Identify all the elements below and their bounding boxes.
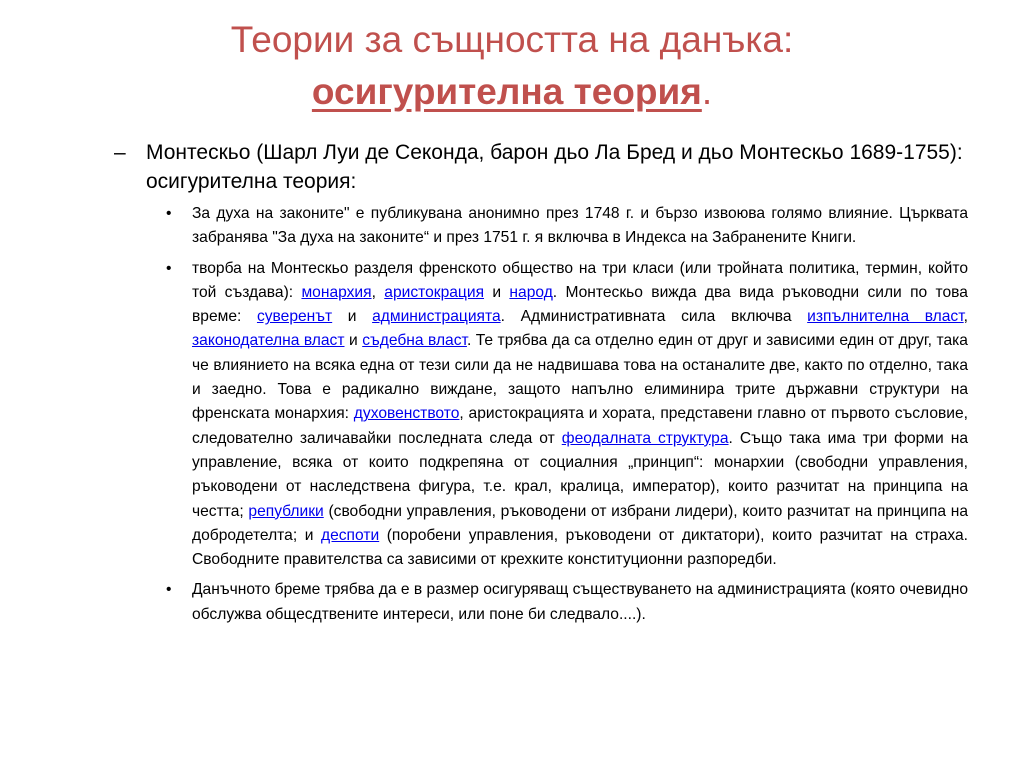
sub-point-text: За духа на законите" е публикувана анонимно през 1748 г. и бързо извоюва голямо влияние. Църквата забранява "За духа на законите“ и през 1751 г. я включва в Индекса на Забранените Книги. xyxy=(192,205,968,247)
sub-point-separation-of-powers xyxy=(110,257,968,573)
link-administration[interactable]: администрацията xyxy=(372,308,501,326)
text-run: , xyxy=(371,283,385,301)
title-emphasis: осигурителна теория xyxy=(311,71,702,112)
text-run: . Също така има три форми на управление, всяка от които подкрепяна от социалния „принцип“: монархии (свободни управления, ръководени от наследствена фигура, т.е. крал, кралица, император), които разчитат на принципа на честта; xyxy=(192,429,968,520)
link-executive-power[interactable]: изпълнителна власт xyxy=(807,308,964,326)
main-point-text: Монтескьо (Шарл Луи де Секонда, барон дьо Ла Бред и дьо Монтескьо 1689-1755): осигурителна теория: xyxy=(146,141,963,193)
text-run: творба на Монтескьо разделя френското общество на три класи (или тройната политика, термин, който той създава): xyxy=(192,259,968,301)
slide-content xyxy=(110,138,968,633)
title-line1: Теории за същността на данъка: xyxy=(230,19,794,60)
text-run: и xyxy=(332,308,373,326)
link-republics[interactable]: републики xyxy=(248,502,324,520)
link-feudal-structure[interactable]: феодалната структура xyxy=(561,429,729,447)
text-run: и xyxy=(484,283,510,301)
bullet-icon: • xyxy=(166,581,172,599)
text-run: . Те трябва да са отделно един от друг и зависими един от друг, така че влиянието на всяка една от тези сили да не надвишава това на останалите две, както по отделно, така и заедно. Това е радикално виждане, защото напълно елиминира трите държавни структури на френската монархия: xyxy=(192,332,968,423)
link-judicial-power[interactable]: съдебна власт xyxy=(362,332,467,350)
text-run: , аристокрацията и хората, представени главно от първото съсловие, следователно заличавайки последната следа от xyxy=(192,405,969,447)
link-monarchy[interactable]: монархия xyxy=(301,283,372,301)
sub-point-tax-burden xyxy=(110,578,968,627)
title-line2 xyxy=(0,66,1024,118)
title-period: . xyxy=(701,71,713,112)
main-point xyxy=(110,138,968,196)
link-despots[interactable]: деспоти xyxy=(320,526,380,544)
bullet-icon: • xyxy=(166,205,172,222)
link-people[interactable]: народ xyxy=(509,283,553,301)
text-run: и xyxy=(344,332,363,350)
link-clergy[interactable]: духовенството xyxy=(353,405,460,423)
text-run: (поробени управления, ръководени от диктатори), които разчитат на страха. Свободните правителства са зависими от крехките конституционни разпоредби. xyxy=(192,526,968,569)
text-run: . Административната сила включва xyxy=(500,308,808,326)
link-sovereign[interactable]: суверенът xyxy=(256,308,333,326)
dash-bullet: – xyxy=(114,141,126,164)
link-aristocracy[interactable]: аристокрация xyxy=(384,283,485,301)
sub-point-list xyxy=(110,202,968,627)
sub-point-spirit-of-laws xyxy=(110,202,968,251)
text-run: (свободни управления, ръководени от избрани лидери), които разчитат на принципа на добродетелта; и xyxy=(192,502,968,544)
bullet-icon: • xyxy=(166,259,172,277)
sub-point-text: Данъчното бреме трябва да е в размер осигуряващ съществуването на администрацията (която очевидно обслужва общесдтвените интереси, или поне би следвало....). xyxy=(192,581,968,623)
text-run: , xyxy=(963,308,968,326)
link-legislative-power[interactable]: законодателна власт xyxy=(192,332,345,350)
slide-title xyxy=(0,14,1024,118)
text-run: . Монтескьо вижда два вида ръководни сили по това време: xyxy=(192,283,968,326)
